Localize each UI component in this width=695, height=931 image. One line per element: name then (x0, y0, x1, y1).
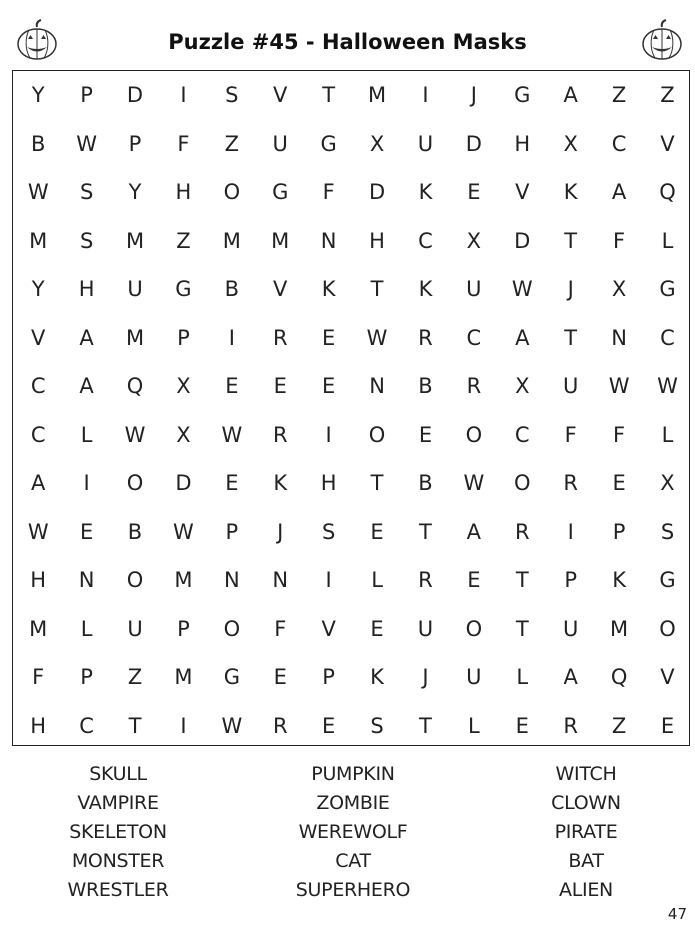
grid-cell[interactable]: M (271, 228, 290, 253)
word-item: CAT (335, 850, 371, 872)
grid-cell[interactable]: L (661, 422, 674, 447)
grid-cell[interactable]: I (180, 713, 187, 738)
grid-cell[interactable]: T (564, 325, 578, 350)
grid-cell[interactable]: R (418, 568, 433, 593)
grid-cell[interactable]: S (79, 228, 94, 253)
word-item: WEREWOLF (298, 821, 408, 843)
grid-cell[interactable]: P (177, 616, 190, 641)
grid-cell[interactable]: T (128, 713, 142, 738)
grid-cell[interactable]: X (611, 277, 627, 302)
grid-cell[interactable]: C (611, 131, 627, 156)
grid-cell[interactable]: B (30, 131, 46, 156)
grid-cell[interactable]: G (320, 131, 337, 156)
grid-cell[interactable]: D (126, 83, 144, 108)
grid-cell[interactable]: N (369, 374, 385, 399)
word-item: CLOWN (551, 792, 621, 814)
grid-cell[interactable]: A (563, 83, 578, 108)
grid-cell[interactable]: W (221, 713, 243, 738)
grid-cell[interactable]: H (320, 471, 337, 496)
grid-cell[interactable]: C (514, 422, 530, 447)
grid-cell[interactable]: H (30, 713, 47, 738)
word-item: WRESTLER (67, 879, 169, 901)
grid-cell[interactable]: P (177, 325, 190, 350)
grid-cell[interactable]: T (419, 713, 432, 738)
grid-cell[interactable]: T (419, 519, 432, 544)
grid-cell[interactable]: J (422, 665, 429, 690)
grid-cell[interactable]: O (368, 422, 386, 447)
grid-cell[interactable]: N (78, 568, 95, 593)
grid-cell[interactable]: L (371, 568, 383, 593)
grid-cell[interactable]: L (80, 616, 93, 641)
grid-cell[interactable]: K (370, 665, 384, 690)
grid-cell[interactable]: I (180, 83, 187, 108)
grid-cell[interactable]: X (176, 374, 191, 399)
grid-cell[interactable]: I (83, 471, 90, 496)
grid-cell[interactable]: D (175, 471, 192, 496)
grid-cell[interactable]: N (223, 568, 240, 593)
grid-cell[interactable]: C (418, 228, 433, 253)
word-column (8, 760, 228, 905)
grid-cell[interactable]: A (611, 180, 627, 205)
grid-cell[interactable]: S (79, 180, 94, 205)
grid-cell[interactable]: W (124, 422, 146, 447)
grid-cell[interactable]: W (221, 422, 243, 447)
grid-cell[interactable]: A (79, 325, 94, 350)
grid-cell[interactable]: R (514, 519, 530, 544)
grid-cell[interactable]: B (418, 471, 433, 496)
grid-cell[interactable]: W (511, 277, 533, 302)
grid-cell[interactable]: R (272, 713, 288, 738)
word-item: PUMPKIN (311, 763, 395, 785)
grid-cell[interactable]: A (563, 665, 578, 690)
grid-cell[interactable]: E (225, 471, 239, 496)
word-item: SKULL (89, 763, 147, 785)
grid-cell[interactable]: B (127, 519, 143, 544)
grid-cell[interactable]: K (273, 471, 288, 496)
word-column (243, 760, 463, 905)
grid-cell[interactable]: T (515, 616, 529, 641)
grid-cell[interactable]: W (27, 180, 49, 205)
grid-cell[interactable]: E (322, 713, 336, 738)
grid-cell[interactable]: J (277, 519, 284, 544)
grid-cell[interactable]: E (515, 713, 529, 738)
grid-cell[interactable]: E (418, 422, 433, 447)
grid-cell[interactable]: O (659, 616, 676, 641)
grid-cell[interactable]: F (613, 228, 626, 253)
grid-cell[interactable]: I (325, 568, 332, 593)
word-item: SKELETON (69, 821, 167, 843)
grid-cell[interactable]: O (465, 422, 483, 447)
grid-cell[interactable]: T (322, 83, 336, 108)
grid-cell[interactable]: X (660, 471, 675, 496)
grid-cell[interactable]: W (76, 131, 97, 156)
grid-cell[interactable]: K (418, 180, 433, 205)
grid-cell[interactable]: U (272, 131, 288, 156)
word-item: SUPERHERO (295, 879, 411, 901)
grid-cell[interactable]: G (514, 83, 531, 108)
page-number: 47 (667, 905, 687, 923)
grid-cell[interactable]: L (661, 228, 674, 253)
grid-cell[interactable]: S (660, 519, 675, 544)
grid-cell[interactable]: M (174, 568, 193, 593)
grid-cell[interactable]: J (470, 83, 477, 108)
grid-cell[interactable]: U (127, 616, 143, 641)
grid-cell[interactable]: V (273, 277, 288, 302)
grid-cell[interactable]: M (222, 228, 241, 253)
grid-cell[interactable]: V (31, 325, 46, 350)
word-item: WITCH (555, 763, 617, 785)
grid-cell[interactable]: B (418, 374, 433, 399)
grid-cell[interactable]: Y (31, 277, 45, 302)
grid-cell[interactable]: T (370, 471, 384, 496)
grid-cell[interactable]: R (563, 713, 578, 738)
grid-cell[interactable]: R (272, 422, 288, 447)
word-item: ALIEN (559, 879, 613, 901)
grid-cell[interactable]: L (80, 422, 93, 447)
grid-cell[interactable]: U (562, 374, 579, 399)
grid-cell[interactable]: W (366, 325, 388, 350)
grid-cell[interactable]: V (660, 665, 675, 690)
grid-cell[interactable]: K (321, 277, 336, 302)
grid-cell[interactable]: U (127, 277, 143, 302)
grid-cell[interactable]: P (128, 131, 142, 156)
grid-cell[interactable]: N (320, 228, 337, 253)
grid-cell[interactable]: V (273, 83, 288, 108)
grid-cell[interactable]: R (418, 325, 433, 350)
grid-cell[interactable]: C (30, 374, 46, 399)
word-item: VAMPIRE (77, 792, 159, 814)
grid-cell[interactable]: Z (224, 131, 240, 156)
grid-cell[interactable]: M (125, 325, 145, 350)
grid-cell[interactable]: I (567, 519, 574, 544)
grid-cell[interactable]: S (370, 713, 384, 738)
grid-cell[interactable]: F (613, 422, 626, 447)
grid-cell[interactable]: A (79, 374, 94, 399)
word-item: BAT (568, 850, 604, 872)
grid-cell[interactable]: L (516, 665, 529, 690)
word-list (0, 760, 695, 910)
word-item: MONSTER (71, 850, 165, 872)
jack-o-lantern-icon (640, 18, 684, 62)
grid-cell[interactable]: G (659, 568, 676, 593)
grid-cell[interactable]: M (125, 228, 145, 253)
grid-cell[interactable]: H (369, 228, 385, 253)
grid-cell[interactable]: D (368, 180, 386, 205)
grid-cell[interactable]: H (514, 131, 531, 156)
grid-cell[interactable]: A (466, 519, 482, 544)
grid-cell[interactable]: U (466, 277, 482, 302)
grid-cell[interactable]: K (418, 277, 433, 302)
grid-cell[interactable]: I (422, 83, 429, 108)
grid-cell[interactable]: Z (176, 228, 191, 253)
grid-cell[interactable]: Z (611, 713, 627, 738)
word-item: PIRATE (554, 821, 618, 843)
grid-cell[interactable]: S (225, 83, 239, 108)
grid-cell[interactable]: F (274, 616, 287, 641)
grid-cell[interactable]: P (322, 665, 335, 690)
grid-cell[interactable]: E (322, 325, 336, 350)
grid-cell[interactable]: E (612, 471, 626, 496)
grid-cell[interactable]: T (370, 277, 384, 302)
grid-cell[interactable]: E (225, 374, 239, 399)
grid-cell[interactable]: W (608, 374, 630, 399)
grid-cell[interactable]: L (468, 713, 480, 738)
grid-cell[interactable]: U (417, 616, 434, 641)
grid-cell[interactable]: E (273, 665, 287, 690)
grid-cell[interactable]: M (610, 616, 629, 641)
grid-cell[interactable]: F (322, 180, 335, 205)
grid-cell[interactable]: E (370, 616, 384, 641)
grid-cell[interactable]: G (223, 665, 240, 690)
letter-grid (12, 70, 690, 746)
grid-cell[interactable]: D (465, 131, 482, 156)
grid-cell[interactable]: P (80, 83, 93, 108)
grid-cell[interactable]: V (321, 616, 336, 641)
grid-cell[interactable]: H (30, 568, 47, 593)
grid-cell[interactable]: O (223, 616, 241, 641)
grid-cell[interactable]: H (175, 180, 192, 205)
grid-cell[interactable]: T (564, 228, 578, 253)
grid-cell[interactable]: O (465, 616, 483, 641)
grid-cell[interactable]: G (659, 277, 676, 302)
grid-cell[interactable]: E (370, 519, 384, 544)
grid-cell[interactable]: E (273, 374, 287, 399)
grid-cell[interactable]: M (29, 616, 48, 641)
word-column (476, 760, 695, 905)
grid-cell[interactable]: R (272, 325, 288, 350)
grid-cell[interactable]: U (417, 131, 434, 156)
grid-cell[interactable]: A (515, 325, 530, 350)
grid-cell[interactable]: P (612, 519, 626, 544)
grid-cell[interactable]: C (660, 325, 675, 350)
grid-cell[interactable]: X (466, 228, 482, 253)
grid-cell[interactable]: X (369, 131, 385, 156)
grid-cell[interactable]: G (272, 180, 289, 205)
grid-cell[interactable]: M (367, 83, 387, 108)
grid-cell[interactable]: P (225, 519, 239, 544)
grid-cell[interactable]: P (80, 665, 93, 690)
grid-cell[interactable]: N (611, 325, 627, 350)
grid-cell[interactable]: X (563, 131, 578, 156)
grid-cell[interactable]: F (177, 131, 190, 156)
grid-cell[interactable]: J (567, 277, 574, 302)
grid-cell[interactable]: P (564, 568, 577, 593)
grid-cell[interactable]: B (224, 277, 240, 302)
grid-cell[interactable]: X (515, 374, 530, 399)
grid-cell[interactable]: O (514, 471, 531, 496)
grid-cell[interactable]: W (173, 519, 194, 544)
grid-cell[interactable]: Z (127, 665, 143, 690)
grid-cell[interactable]: E (79, 519, 94, 544)
grid-cell[interactable]: K (563, 180, 578, 205)
grid-cell[interactable]: O (126, 471, 144, 496)
grid-cell[interactable]: C (466, 325, 482, 350)
grid-cell[interactable]: O (126, 568, 144, 593)
grid-cell[interactable]: E (467, 568, 481, 593)
grid-cell[interactable]: Y (31, 83, 45, 108)
grid-cell[interactable]: M (174, 665, 193, 690)
grid-cell[interactable]: M (29, 228, 48, 253)
grid-cell[interactable]: R (466, 374, 482, 399)
grid-cell[interactable]: I (228, 325, 235, 350)
grid-cell[interactable]: U (466, 665, 482, 690)
grid-cell[interactable]: E (660, 713, 675, 738)
grid-cell[interactable]: W (657, 374, 678, 399)
grid-cell[interactable]: Z (660, 83, 675, 108)
grid-cell[interactable]: G (175, 277, 192, 302)
grid-cell[interactable]: Q (126, 374, 144, 399)
word-item: ZOMBIE (316, 792, 390, 814)
grid-cell[interactable]: Z (611, 83, 627, 108)
grid-cell[interactable]: Y (128, 180, 142, 205)
grid-cell[interactable]: V (660, 131, 675, 156)
grid-cell[interactable]: S (321, 519, 336, 544)
grid-cell[interactable]: C (30, 422, 46, 447)
page-title: Puzzle #45 - Halloween Masks (168, 30, 527, 54)
grid-cell[interactable]: I (325, 422, 332, 447)
grid-cell[interactable]: Q (659, 180, 676, 205)
grid-cell[interactable]: F (564, 422, 577, 447)
grid-cell[interactable]: W (463, 471, 485, 496)
grid-cell[interactable]: H (78, 277, 95, 302)
grid-cell[interactable]: O (223, 180, 241, 205)
grid-cell[interactable]: K (612, 568, 626, 593)
grid-cell[interactable]: N (272, 568, 289, 593)
grid-cell[interactable]: E (467, 180, 481, 205)
grid-cell[interactable]: T (515, 568, 529, 593)
grid-cell[interactable]: V (515, 180, 530, 205)
grid-cell[interactable]: A (31, 471, 46, 496)
grid-cell[interactable]: C (79, 713, 94, 738)
grid-cell[interactable]: W (27, 519, 49, 544)
grid-cell[interactable]: X (176, 422, 191, 447)
grid-cell[interactable]: F (32, 665, 45, 690)
grid-cell[interactable]: U (562, 616, 579, 641)
grid-cell[interactable]: E (322, 374, 336, 399)
grid-cell[interactable]: Q (610, 665, 628, 690)
grid-cell[interactable]: D (514, 228, 531, 253)
grid-cell[interactable]: R (563, 471, 578, 496)
